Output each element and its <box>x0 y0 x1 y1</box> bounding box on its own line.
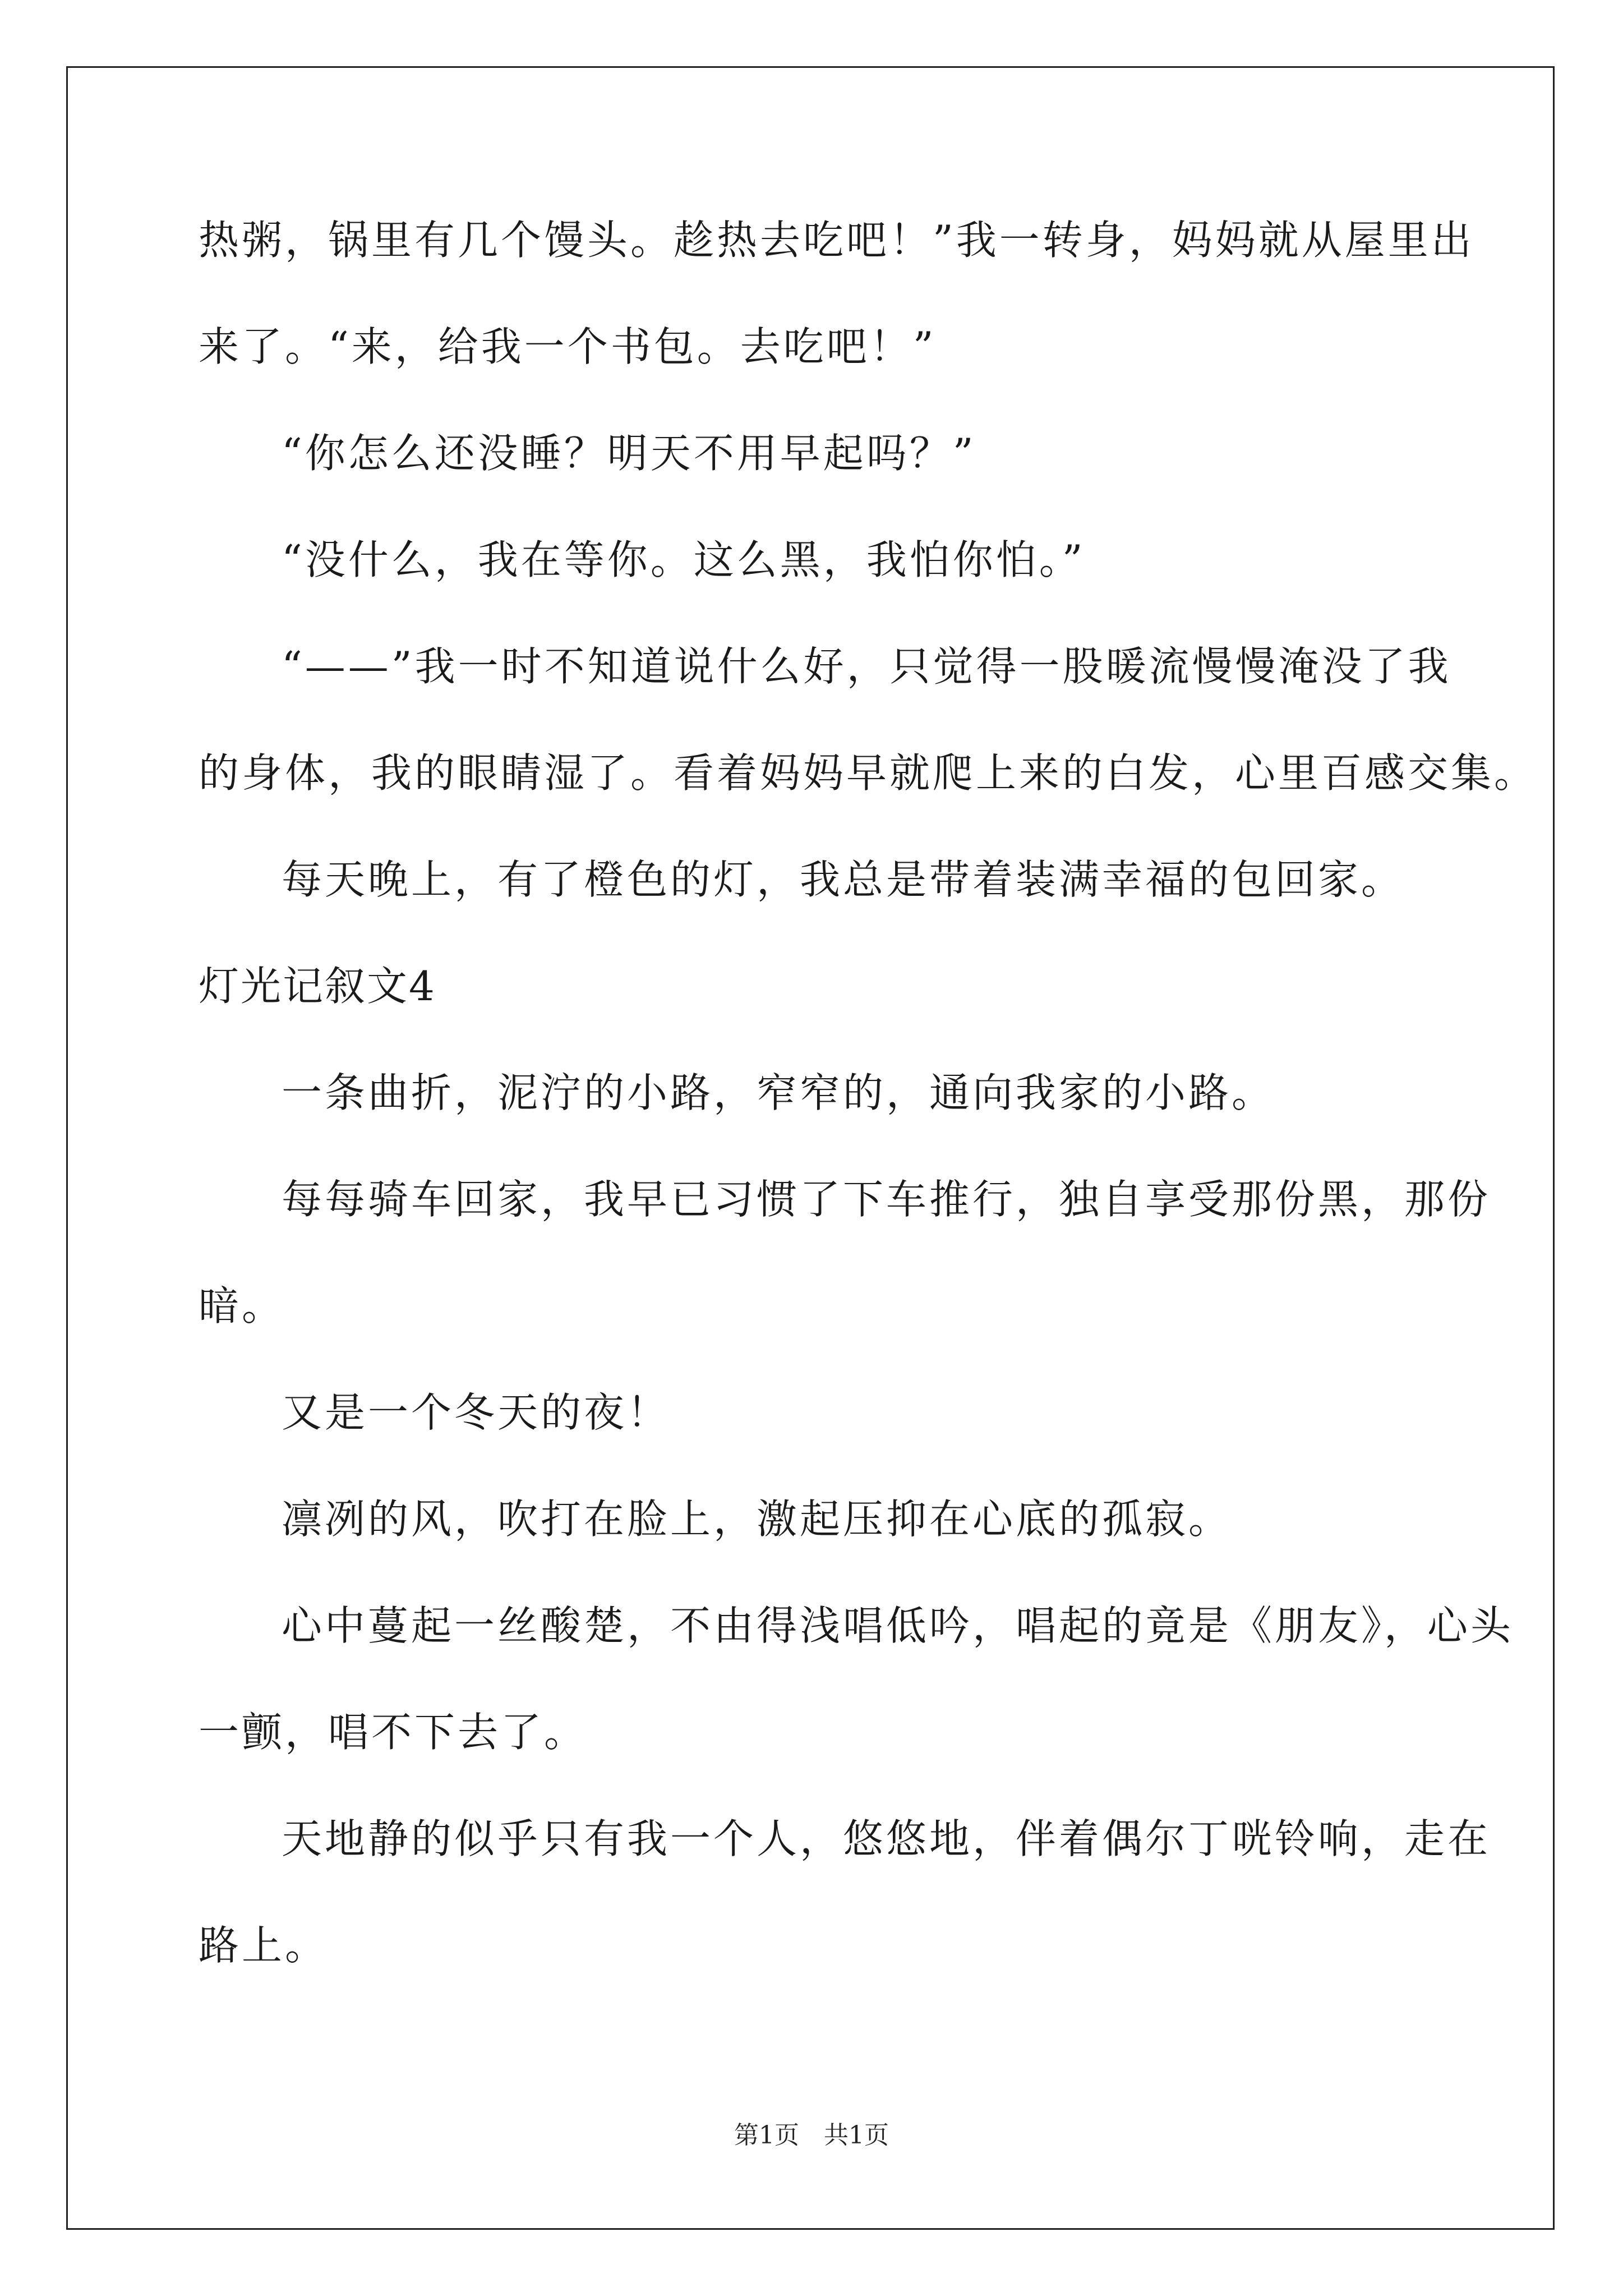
paragraph-line: “没什么，我在等你。这么黑，我怕你怕。” <box>282 536 1086 583</box>
paragraph-line: 一颤，唱不下去了。 <box>199 1709 588 1756</box>
paragraph-line: 暗。 <box>199 1282 285 1329</box>
paragraph-line: 每每骑车回家，我早已习惯了下车推行，独自享受那份黑，那份 <box>282 1176 1491 1223</box>
page-border <box>66 66 1555 2230</box>
page-number: 第1页 <box>734 2121 799 2150</box>
paragraph-line: 热粥，锅里有几个馒头。趁热去吃吧！”我一转身，妈妈就从屋里出 <box>199 217 1474 264</box>
paragraph-line: 凛冽的风，吹打在脸上，激起压抑在心底的孤寂。 <box>282 1496 1232 1543</box>
paragraph-line: 的身体，我的眼睛湿了。看着妈妈早就爬上来的白发，心里百感交集。 <box>199 749 1538 797</box>
paragraph-line: 心中蔓起一丝酸楚，不由得浅唱低吟，唱起的竟是《朋友》，心头 <box>282 1602 1514 1649</box>
page-footer <box>0 2119 1623 2152</box>
paragraph-line: 来了。“来，给我一个书包。去吃吧！” <box>199 323 937 370</box>
paragraph-line: “——”我一时不知道说什么好，只觉得一股暖流慢慢淹没了我 <box>282 643 1451 690</box>
paragraph-line: 路上。 <box>199 1922 329 1969</box>
paragraph-line: “你怎么还没睡？明天不用早起吗？” <box>282 430 976 477</box>
section-heading: 灯光记叙文4 <box>199 963 436 1010</box>
page-total: 共1页 <box>824 2121 889 2150</box>
paragraph-line: 又是一个冬天的夜！ <box>282 1389 671 1436</box>
paragraph-line: 天地静的似乎只有我一个人，悠悠地，伴着偶尔丁咣铃响，走在 <box>282 1815 1491 1862</box>
paragraph-line: 每天晚上，有了橙色的灯，我总是带着装满幸福的包回家。 <box>282 856 1405 903</box>
paragraph-line: 一条曲折，泥泞的小路，窄窄的，通向我家的小路。 <box>282 1069 1275 1116</box>
